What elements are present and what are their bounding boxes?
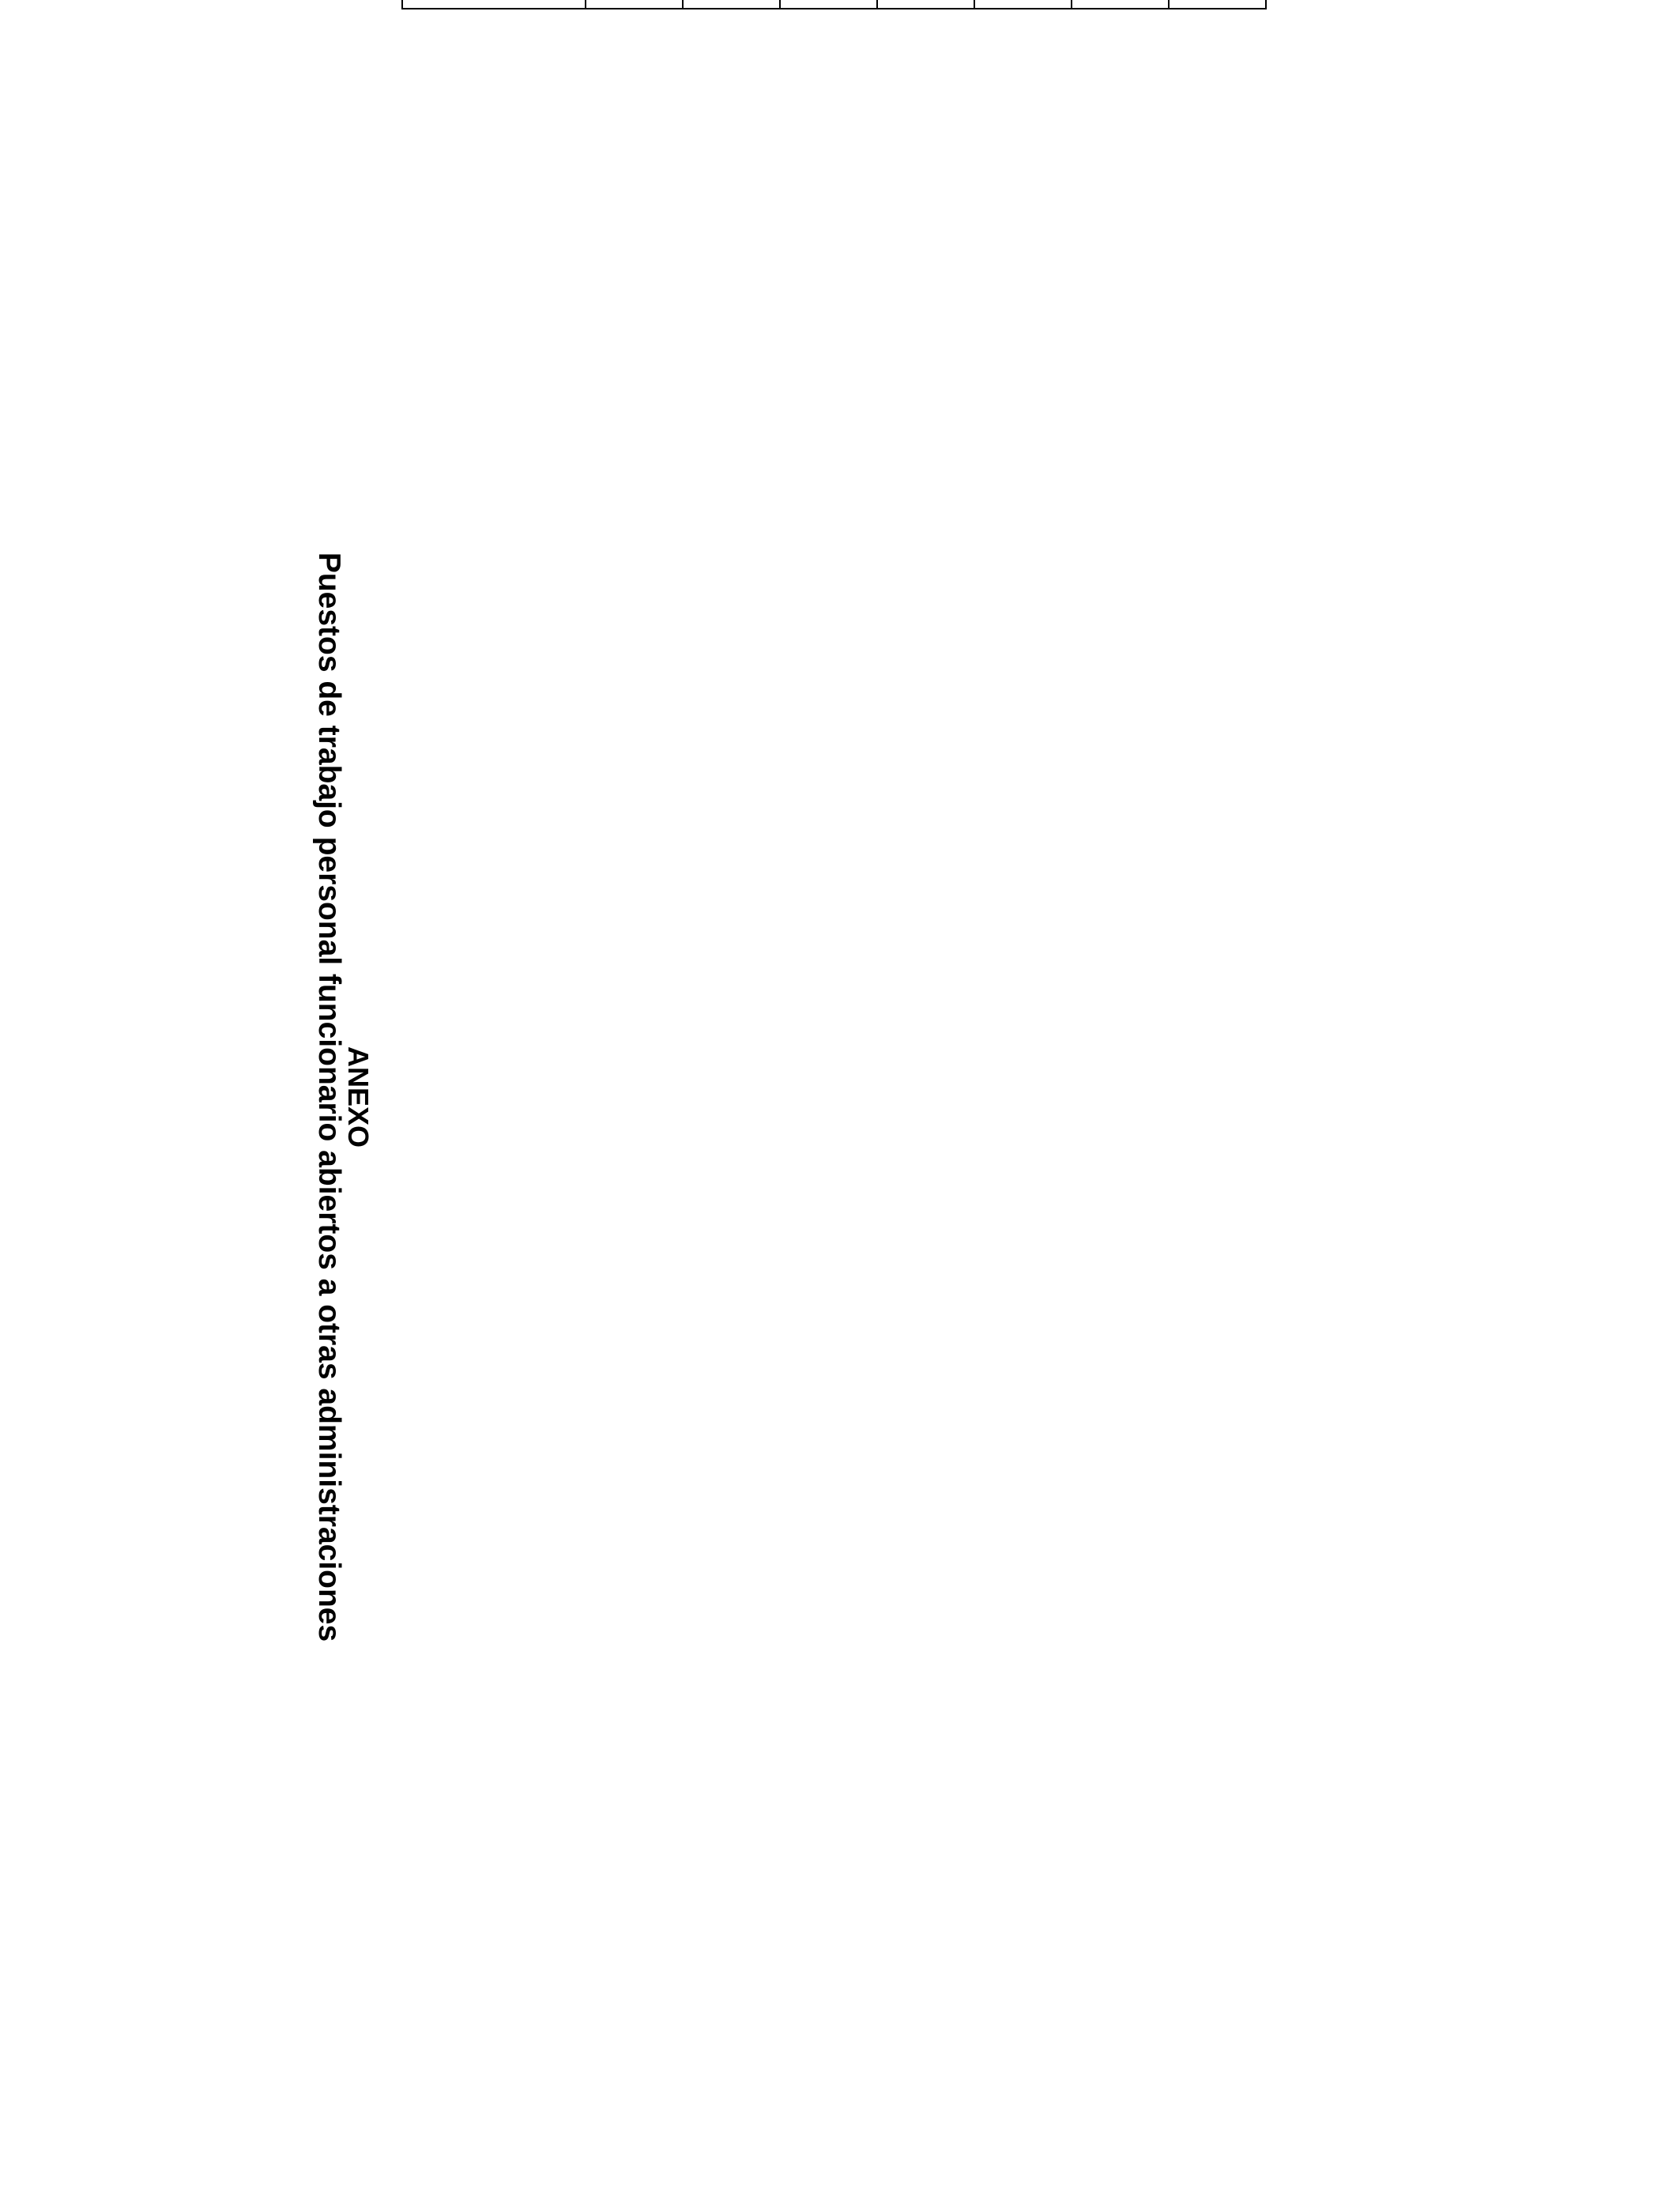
table-row	[586, 0, 683, 9]
document-subtitle: Puestos de trabajo personal funcionario abiertos a otras administraciones	[312, 552, 346, 1642]
table-header-row	[402, 0, 586, 9]
table-row	[683, 0, 780, 9]
column-header-consejeria	[402, 0, 586, 9]
cell-consejeria	[586, 0, 683, 9]
positions-table	[401, 0, 1267, 9]
document-title: ANEXO	[342, 1046, 375, 1148]
cell-consejeria	[974, 0, 1072, 9]
table-row	[974, 0, 1072, 9]
cell-consejeria	[877, 0, 974, 9]
cell-consejeria	[683, 0, 780, 9]
table-row	[780, 0, 877, 9]
cell-consejeria	[1169, 0, 1266, 9]
table-row	[1072, 0, 1169, 9]
table-row	[1169, 0, 1266, 9]
table-row	[877, 0, 974, 9]
cell-consejeria	[1072, 0, 1169, 9]
cell-consejeria	[780, 0, 877, 9]
table-body	[586, 0, 1266, 9]
